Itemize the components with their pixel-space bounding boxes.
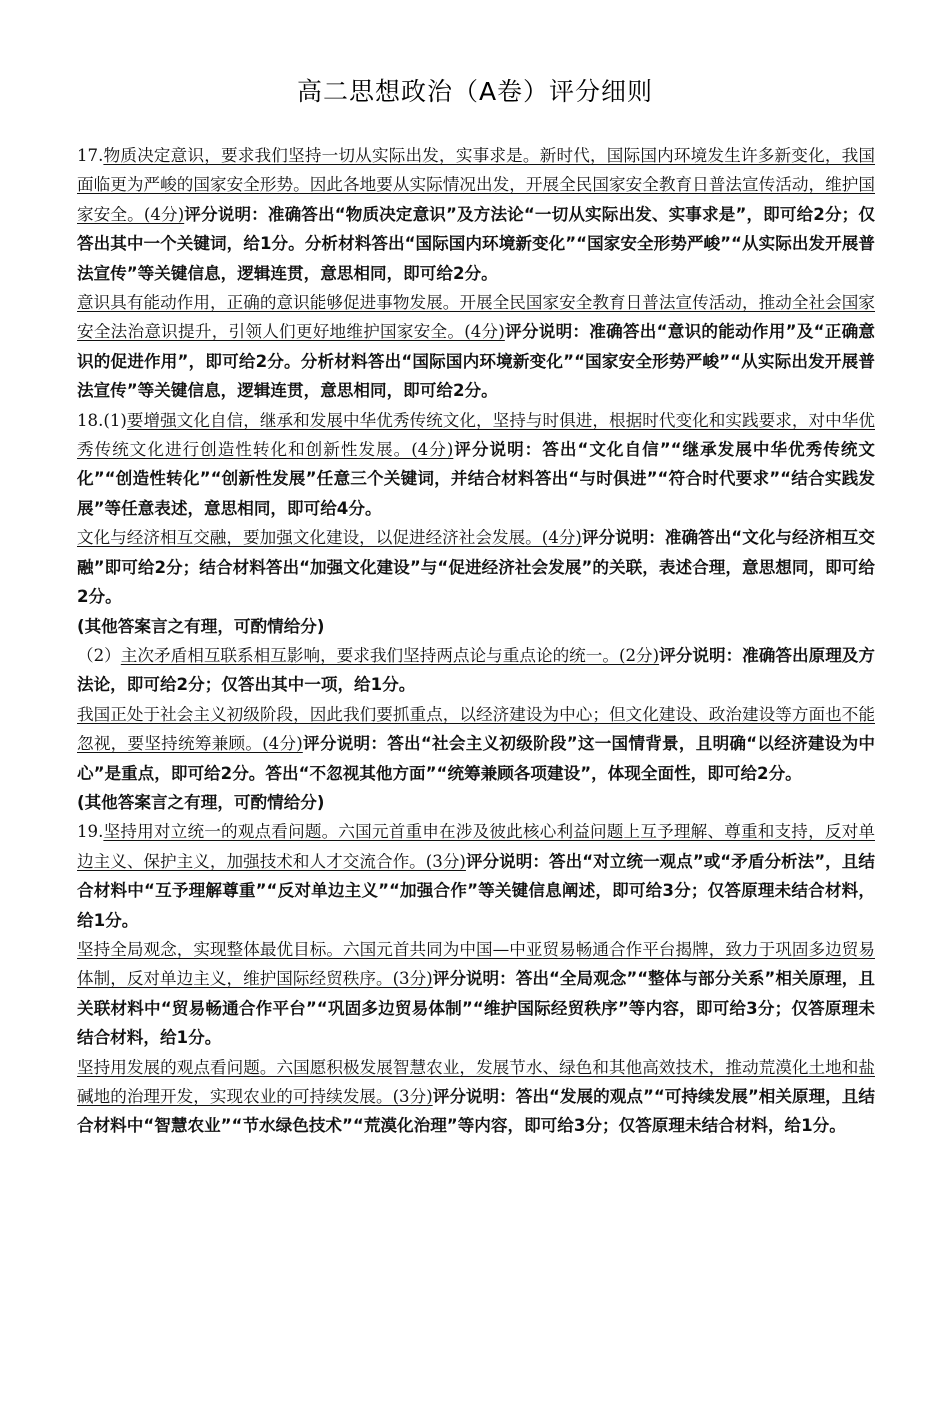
- reference-answer: 我国正处于社会主义初级阶段，因此我们要抓重点，以经济建设为中心；但文化建设、政治建设等方面也不能忽视，要坚持统筹兼顾。(4分): [77, 704, 875, 754]
- scoring-note: 评分说明：答出“全局观念”“整体与部分关系”相关原理，且关联材料中“贸易畅通合作平台”“巩固多边贸易体制”“维护国际经贸秩序”等内容，即可给3分；仅答原理未结合材料，给1分。: [77, 969, 875, 1048]
- scoring-note: (其他答案言之有理，可酌情给分): [77, 792, 325, 812]
- scoring-note: 评分说明：准确答出原理及方法论，即可给2分；仅答出其中一项，给1分。: [77, 645, 876, 695]
- scoring-note: 评分说明：准确答出“意识的能动作用”及“正确意识的促进作用”，即可给2分。分析材料答出“国际国内环境新变化”“国家安全形势严峻”“从实际出发开展普法宣传”等关键信息，逻辑连贯，意思相同，即可给2分。: [77, 322, 875, 401]
- reference-answer: 要增强文化自信，继承和发展中华优秀传统文化，坚持与时俱进，根据时代变化和实践要求，对中华优秀传统文化进行创造性转化和创新性发展。(4分): [77, 410, 875, 460]
- scoring-note: 评分说明：准确答出“物质决定意识”及方法论“一切从实际出发、实事求是”，即可给2分；仅答出其中一个关键词，给1分。分析材料答出“国际国内环境新变化”“国家安全形势严峻”“从实际出发开展普法宣传”等关键信息，逻辑连贯，意思相同，即可给2分。: [77, 204, 875, 283]
- reference-answer: 物质决定意识，要求我们坚持一切从实际出发，实事求是。新时代，国际国内环境发生许多新变化，我国面临更为严峻的国家安全形势。因此各地要从实际情况出发，开展全民国家安全教育日普法宣传活动，维护国家安全。(4分): [77, 146, 875, 224]
- other-answers-note: [77, 788, 875, 817]
- reference-answer: 坚持全局观念，实现整体最优目标。六国元首共同为中国—中亚贸易畅通合作平台揭牌，致力于巩固多边贸易体制，反对单边主义，维护国际经贸秩序。(3分): [77, 939, 875, 989]
- scoring-note: 评分说明：答出“文化自信”“继承发展中华优秀传统文化”“创造性转化”“创新性发展”任意三个关键词，并结合材料答出“与时俱进”“符合时代要求”“结合实践发展”等任意表述，意思相同，即可给4分。: [77, 440, 875, 518]
- scoring-rules-body: [77, 141, 875, 1141]
- scoring-note: 评分说明：答出“对立统一观点”或“矛盾分析法”，且结合材料中“互予理解尊重”“反对单边主义”“加强合作”等关键信息阐述，即可给3分；仅答原理未结合材料，给1分。: [77, 851, 875, 930]
- answer-paragraph: [77, 935, 875, 1053]
- scoring-note: 评分说明：答出“社会主义初级阶段”这一国情背景，且明确“以经济建设为中心”是重点，即可给2分。答出“不忽视其他方面”“统筹兼顾各项建设”，体现全面性，即可给2分。: [77, 734, 876, 783]
- other-answers-note: [77, 612, 875, 641]
- reference-answer: 坚持用发展的观点看问题。六国愿积极发展智慧农业，发展节水、绿色和其他高效技术，推动荒漠化土地和盐碱地的治理开发，实现农业的可持续发展。(3分): [77, 1057, 875, 1106]
- answer-paragraph: [77, 641, 875, 700]
- page-title: 高二思想政治（A卷）评分细则: [296, 77, 654, 106]
- scoring-note: 评分说明：答出“发展的观点”“可持续发展”相关原理，且结合材料中“智慧农业”“节水绿色技术”“荒漠化治理”等内容，即可给3分；仅答原理未结合材料，给1分。: [77, 1087, 875, 1136]
- scoring-note: 评分说明：准确答出“文化与经济相互交融”即可给2分；结合材料答出“加强文化建设”与“促进经济社会发展”的关联，表述合理，意思想同，即可给2分。: [77, 528, 875, 607]
- reference-answer: 主次矛盾相互联系相互影响，要求我们坚持两点论与重点论的统一。(2分): [120, 645, 660, 665]
- question-number: 19.: [77, 822, 104, 842]
- answer-paragraph: [77, 817, 875, 935]
- reference-answer: 文化与经济相互交融，要加强文化建设，以促进经济社会发展。(4分): [77, 528, 582, 548]
- question-number: （2）: [77, 645, 121, 665]
- scoring-note: (其他答案言之有理，可酌情给分): [77, 616, 325, 636]
- answer-paragraph: [77, 1053, 875, 1141]
- answer-paragraph: [77, 406, 875, 524]
- answer-paragraph: [77, 523, 875, 611]
- question-number: 18.(1): [77, 410, 127, 430]
- reference-answer: 意识具有能动作用，正确的意识能够促进事物发展。开展全民国家安全教育日普法宣传活动，推动全社会国家安全法治意识提升，引领人们更好地维护国家安全。(4分): [77, 293, 875, 342]
- answer-paragraph: [77, 700, 875, 788]
- question-number: 17.: [77, 146, 104, 165]
- answer-paragraph: [77, 288, 875, 406]
- reference-answer: 坚持用对立统一的观点看问题。六国元首重申在涉及彼此核心利益问题上互予理解、尊重和支持，反对单边主义、保护主义，加强技术和人才交流合作。(3分): [77, 822, 875, 871]
- answer-paragraph: [77, 141, 875, 288]
